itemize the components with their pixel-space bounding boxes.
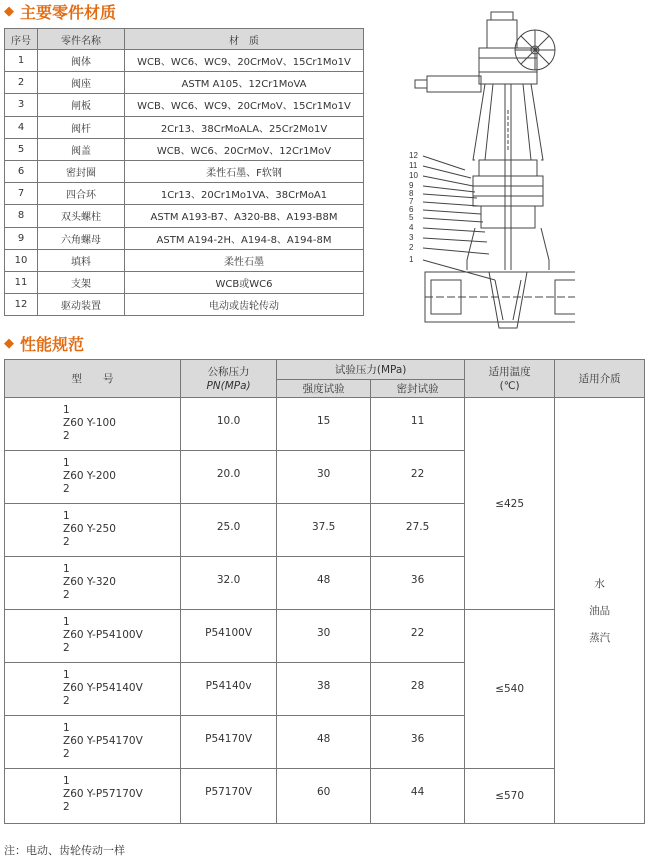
parts-section-title — [4, 0, 116, 22]
col-model-header: 型 号 — [5, 360, 181, 398]
part-callout-label: 7 — [409, 197, 414, 206]
model-name: Z60 Y-P54100V — [63, 629, 143, 641]
part-name: 阀杆 — [38, 116, 125, 138]
model-name: Z60 Y-320 — [63, 576, 116, 588]
part-callout-label: 4 — [409, 223, 414, 232]
model-name: Z60 Y-P57170V — [63, 788, 143, 800]
model-superscript: 1 — [63, 510, 70, 522]
part-no: 8 — [5, 205, 38, 227]
part-no: 3 — [5, 94, 38, 116]
pn-value: 32.0 — [180, 557, 276, 610]
part-no: 9 — [5, 227, 38, 249]
seal-value: 27.5 — [371, 504, 465, 557]
part-no: 1 — [5, 50, 38, 72]
parts-row — [5, 271, 364, 293]
col-material-header: 材 质 — [125, 29, 364, 50]
temp-value: ≤425 — [465, 398, 555, 610]
part-no: 5 — [5, 138, 38, 160]
model-superscript: 1 — [63, 457, 70, 469]
part-material: WCB、WC6、WC9、20CrMoV、15Cr1Mo1V — [125, 50, 364, 72]
footnote: 注：电动、齿轮传动一样 — [4, 844, 125, 857]
diamond-icon: ◆ — [4, 3, 14, 19]
col-temp-header — [465, 360, 555, 398]
part-material: ASTM A194-2H、A194-8、A194-8M — [125, 227, 364, 249]
parts-row — [5, 205, 364, 227]
part-callout-label: 6 — [409, 205, 414, 214]
parts-title-text: 主要零件材质 — [20, 2, 117, 22]
perf-section-title — [4, 332, 84, 354]
model-subscript: 2 — [63, 801, 70, 813]
pn-value: P54170V — [180, 716, 276, 769]
seal-value: 44 — [371, 769, 465, 824]
model-subscript: 2 — [63, 589, 70, 601]
part-name: 支架 — [38, 271, 125, 293]
strength-value: 30 — [277, 451, 371, 504]
strength-value: 37.5 — [277, 504, 371, 557]
perf-row — [5, 610, 645, 663]
model-subscript: 2 — [63, 536, 70, 548]
performance-spec-table — [4, 359, 645, 824]
model-cell — [5, 769, 181, 824]
model-subscript: 2 — [63, 483, 70, 495]
model-superscript: 1 — [63, 616, 70, 628]
seal-value: 28 — [371, 663, 465, 716]
part-callout-label: 2 — [409, 243, 414, 252]
pn-label: 公称压力 — [207, 365, 250, 378]
part-callout-label: 1 — [409, 255, 414, 264]
col-test-pressure-header: 试验压力(MPa) — [277, 360, 465, 380]
col-seal-header: 密封试验 — [371, 380, 465, 398]
seal-value: 36 — [371, 716, 465, 769]
part-no: 4 — [5, 116, 38, 138]
model-superscript: 1 — [63, 775, 70, 787]
part-material: WCB、WC6、20CrMoV、12Cr1MoV — [125, 138, 364, 160]
perf-header-row-1 — [5, 360, 645, 380]
model-superscript: 1 — [63, 563, 70, 575]
temp-value: ≤570 — [465, 769, 555, 824]
pn-value: 10.0 — [180, 398, 276, 451]
model-subscript: 2 — [63, 695, 70, 707]
strength-value: 38 — [277, 663, 371, 716]
model-cell — [5, 398, 181, 451]
actuator-body — [479, 48, 537, 84]
part-callout-label: 8 — [409, 189, 414, 198]
col-name-header: 零件名称 — [38, 29, 125, 50]
parts-header-row — [5, 29, 364, 50]
strength-value: 15 — [277, 398, 371, 451]
part-no: 2 — [5, 72, 38, 94]
model-name: Z60 Y-P54170V — [63, 735, 143, 747]
part-material: ASTM A105、12Cr1MoVA — [125, 72, 364, 94]
pn-value: 25.0 — [180, 504, 276, 557]
model-name: Z60 Y-200 — [63, 470, 116, 482]
parts-row — [5, 50, 364, 72]
col-strength-header: 强度试验 — [277, 380, 371, 398]
model-subscript: 2 — [63, 430, 70, 442]
gate-valve-drawing — [405, 10, 575, 340]
part-callout-label: 10 — [409, 171, 418, 180]
part-name: 填料 — [38, 249, 125, 271]
model-subscript: 2 — [63, 748, 70, 760]
part-name: 阀盖 — [38, 138, 125, 160]
col-medium-header: 适用介质 — [555, 360, 645, 398]
part-name: 阀体 — [38, 50, 125, 72]
perf-title-text: 性能规范 — [20, 334, 85, 354]
col-no-header: 序号 — [5, 29, 38, 50]
model-name: Z60 Y-100 — [63, 417, 116, 429]
part-callout-label: 11 — [409, 161, 418, 170]
seal-value: 11 — [371, 398, 465, 451]
model-superscript: 1 — [63, 722, 70, 734]
strength-value: 60 — [277, 769, 371, 824]
col-pn-header — [180, 360, 276, 398]
part-material: 2Cr13、38CrMoALA、25Cr2Mo1V — [125, 116, 364, 138]
part-name: 四合环 — [38, 183, 125, 205]
medium-item: 水 — [594, 578, 605, 590]
part-name: 驱动装置 — [38, 294, 125, 316]
model-name: Z60 Y-P54140V — [63, 682, 143, 694]
seal-value: 36 — [371, 557, 465, 610]
model-subscript: 2 — [63, 642, 70, 654]
part-material: 柔性石墨 — [125, 249, 364, 271]
model-cell — [5, 610, 181, 663]
part-callout-label: 12 — [409, 151, 418, 160]
model-name: Z60 Y-250 — [63, 523, 116, 535]
part-name: 闸板 — [38, 94, 125, 116]
part-callout-label: 9 — [409, 181, 414, 190]
part-callout-label: 3 — [409, 233, 414, 242]
perf-row — [5, 769, 645, 824]
medium-list — [555, 576, 644, 645]
model-cell — [5, 557, 181, 610]
parts-row — [5, 94, 364, 116]
pn-value: P57170V — [180, 769, 276, 824]
part-material: 柔性石墨、F软钢 — [125, 160, 364, 182]
part-material: ASTM A193-B7、A320-B8、A193-B8M — [125, 205, 364, 227]
part-name: 六角螺母 — [38, 227, 125, 249]
perf-row — [5, 398, 645, 451]
part-no: 10 — [5, 249, 38, 271]
model-cell — [5, 451, 181, 504]
parts-row — [5, 160, 364, 182]
model-cell — [5, 716, 181, 769]
medium-item: 蒸汽 — [589, 632, 611, 644]
parts-row — [5, 138, 364, 160]
parts-row — [5, 249, 364, 271]
seal-value: 22 — [371, 451, 465, 504]
medium-item: 油品 — [589, 605, 611, 617]
part-material: WCB、WC6、WC9、20CrMoV、15Cr1Mo1V — [125, 94, 364, 116]
part-name: 阀座 — [38, 72, 125, 94]
part-callout-label: 5 — [409, 213, 414, 222]
part-no: 7 — [5, 183, 38, 205]
model-cell — [5, 663, 181, 716]
temp-value: ≤540 — [465, 610, 555, 769]
part-material: 1Cr13、20Cr1Mo1VA、38CrMoA1 — [125, 183, 364, 205]
medium-cell — [555, 398, 645, 824]
part-name: 双头螺柱 — [38, 205, 125, 227]
strength-value: 48 — [277, 716, 371, 769]
part-no: 12 — [5, 294, 38, 316]
model-superscript: 1 — [63, 404, 70, 416]
parts-material-table — [4, 28, 364, 316]
pn-value: P54140v — [180, 663, 276, 716]
diamond-icon: ◆ — [4, 335, 14, 351]
part-no: 11 — [5, 271, 38, 293]
temp-label: 适用温度 — [488, 365, 531, 378]
strength-value: 30 — [277, 610, 371, 663]
part-material: WCB或WC6 — [125, 271, 364, 293]
parts-row — [5, 183, 364, 205]
part-material: 电动或齿轮传动 — [125, 294, 364, 316]
pn-unit-label: PN(MPa) — [206, 379, 251, 392]
strength-value: 48 — [277, 557, 371, 610]
parts-row — [5, 72, 364, 94]
parts-row — [5, 227, 364, 249]
model-superscript: 1 — [63, 669, 70, 681]
pn-value: 20.0 — [180, 451, 276, 504]
temp-unit-label: (℃) — [499, 379, 520, 392]
part-no: 6 — [5, 160, 38, 182]
pn-value: P54100V — [180, 610, 276, 663]
parts-row — [5, 294, 364, 316]
part-name: 密封圈 — [38, 160, 125, 182]
model-cell — [5, 504, 181, 557]
seal-value: 22 — [371, 610, 465, 663]
parts-row — [5, 116, 364, 138]
